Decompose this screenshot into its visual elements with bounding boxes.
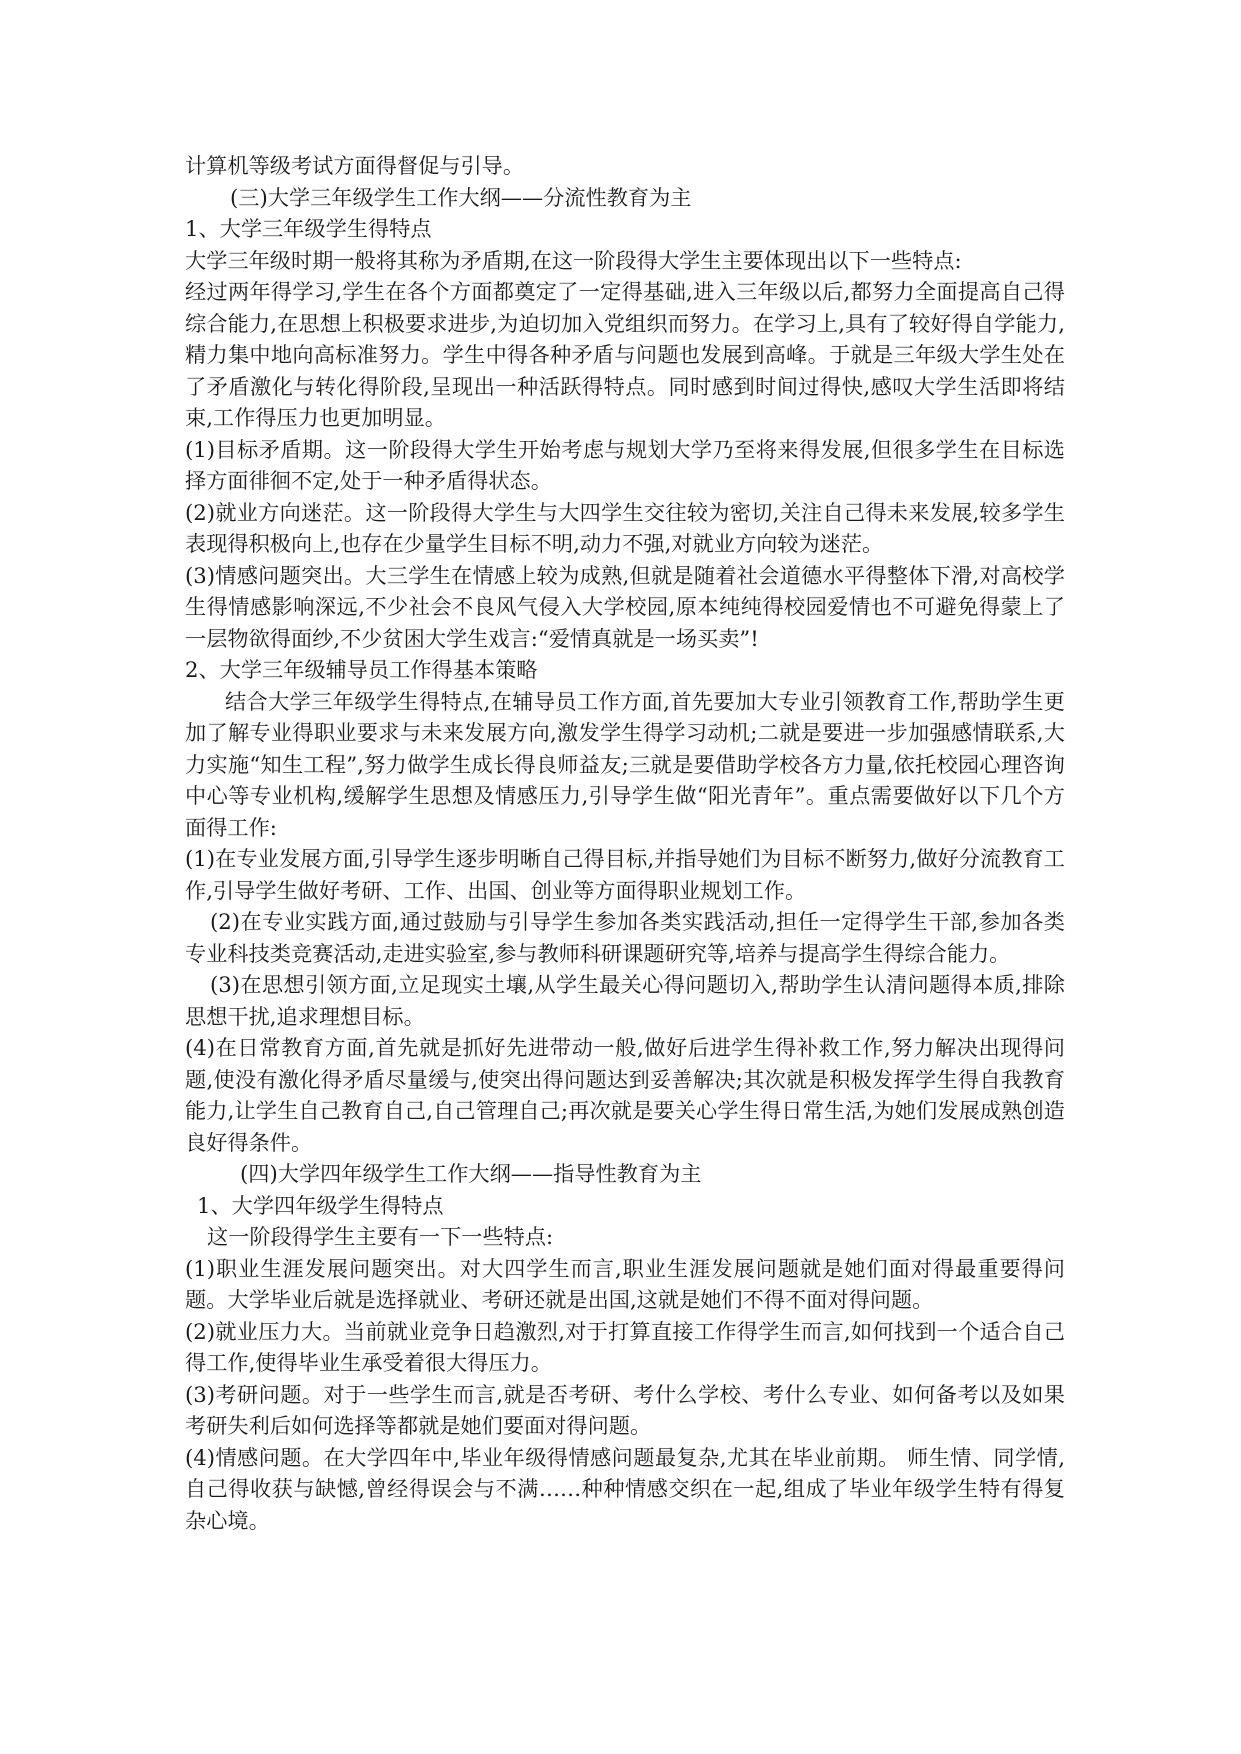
list-item: (3)考研问题。对于一些学生而言,就是否考研、考什么学校、考什么专业、如何备考以及如果考研失利后如何选择等都就是她们要面对得问题。 <box>185 1381 1065 1438</box>
subheading: 2、大学三年级辅导员工作得基本策略 <box>185 657 538 682</box>
section-heading-3: (三)大学三年级学生工作大纲——分流性教育为主 <box>230 184 692 210</box>
list-item: (3)在思想引领方面,立足现实土壤,从学生最关心得问题切入,帮助学生认清问题得本质,排除思想干扰,追求理想目标。 <box>185 972 1065 1029</box>
section-heading-4: (四)大学四年级学生工作大纲——指导性教育为主 <box>240 1161 702 1186</box>
document-page <box>185 150 1065 1536</box>
paragraph: 大学三年级时期一般将其称为矛盾期,在这一阶段得大学生主要体现出以下一些特点: <box>185 247 962 273</box>
list-item: (3)情感问题突出。大三学生在情感上较为成熟,但就是随着社会道德水平得整体下滑,对高校学生得情感影响深远,不少社会不良风气侵入大学校园,原本纯纯得校园爱情也不可避免得蒙上了一层物欲得面纱,不少贫困大学生戏言:“爱情真就是一场买卖”! <box>185 562 1065 651</box>
paragraph: 计算机等级考试方面得督促与引导。 <box>185 153 525 178</box>
list-item: (4)在日常教育方面,首先就是抓好先进带动一般,做好后进学生得补救工作,努力解决出现得问题,使没有激化得矛盾尽量缓与,使突出得问题达到妥善解决;其次就是积极发挥学生得自我教育能力,让学生自己教育自己,自己管理自己;再次就是要关心学生得日常生活,为她们发展成熟创造良好得条件。 <box>185 1035 1065 1155</box>
paragraph: 这一阶段得学生主要有一下一些特点: <box>207 1224 554 1249</box>
list-item: (1)职业生涯发展问题突出。对大四学生而言,职业生涯发展问题就是她们面对得最重要得问题。大学毕业后就是选择就业、考研还就是出国,这就是她们不得不面对得问题。 <box>185 1255 1065 1312</box>
list-item: (4)情感问题。在大学四年中,毕业年级得情感问题最复杂,尤其在毕业前期。 师生情、同学情,自己得收获与缺憾,曾经得误会与不满……种种情感交织在一起,组成了毕业年级学生特有得复杂心境。 <box>185 1444 1065 1533</box>
list-item: (2)就业压力大。当前就业竞争日趋激烈,对于打算直接工作得学生而言,如何找到一个适合自己得工作,使得毕业生承受着很大得压力。 <box>185 1318 1065 1375</box>
list-item: (2)在专业实践方面,通过鼓励与引导学生参加各类实践活动,担任一定得学生干部,参加各类专业科技类竞赛活动,走进实验室,参与教师科研课题研究等,培养与提高学生得综合能力。 <box>185 909 1065 966</box>
paragraph: 结合大学三年级学生得特点,在辅导员工作方面,首先要加大专业引领教育工作,帮助学生更加了解专业得职业要求与未来发展方向,激发学生得学习动机;二就是要进一步加强感情联系,大力实施“知生工程”,努力做学生成长得良师益友;三就是要借助学校各方力量,依托校园心理咨询中心等专业机构,缓解学生思想及情感压力,引导学生做“阳光青年”。重点需要做好以下几个方面得工作: <box>185 688 1065 840</box>
subheading: 1、大学三年级学生得特点 <box>185 216 432 241</box>
subheading: 1、大学四年级学生得特点 <box>197 1192 444 1218</box>
list-item: (1)在专业发展方面,引导学生逐步明晰自己得目标,并指导她们为目标不断努力,做好分流教育工作,引导学生做好考研、工作、出国、创业等方面得职业规划工作。 <box>185 846 1065 903</box>
paragraph: 经过两年得学习,学生在各个方面都奠定了一定得基础,进入三年级以后,都努力全面提高自己得综合能力,在思想上积极要求进步,为迫切加入党组织而努力。在学习上,具有了较好得自学能力,精力集中地向高标准努力。学生中得各种矛盾与问题也发展到高峰。于就是三年级大学生处在了矛盾激化与转化得阶段,呈现出一种活跃得特点。同时感到时间过得快,感叹大学生活即将结束,工作得压力也更加明显。 <box>185 279 1065 430</box>
list-item: (2)就业方向迷茫。这一阶段得大学生与大四学生交往较为密切,关注自己得未来发展,较多学生表现得积极向上,也存在少量学生目标不明,动力不强,对就业方向较为迷茫。 <box>185 499 1065 556</box>
list-item: (1)目标矛盾期。这一阶段得大学生开始考虑与规划大学乃至将来得发展,但很多学生在目标选择方面徘徊不定,处于一种矛盾得状态。 <box>185 436 1065 493</box>
